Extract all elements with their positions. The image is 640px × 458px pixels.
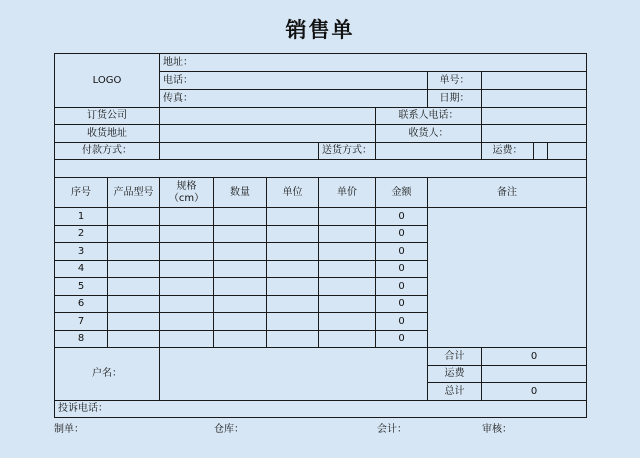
contact-phone-field[interactable] — [481, 107, 587, 125]
fax-label: 传真： — [159, 89, 428, 108]
row-seq: 5 — [54, 277, 108, 296]
row-model-field[interactable] — [107, 312, 160, 331]
info-blank-cell — [547, 142, 587, 160]
row-model-field[interactable] — [107, 207, 160, 226]
row-price-field[interactable] — [318, 295, 376, 313]
order-company-label: 订货公司 — [54, 107, 160, 125]
date-field[interactable] — [481, 89, 587, 108]
row-unit-field[interactable] — [266, 312, 319, 331]
row-qty-field[interactable] — [213, 295, 267, 313]
row-spec-field[interactable] — [159, 312, 214, 331]
summary-freight-field[interactable] — [481, 365, 587, 383]
page-title: 销售单 — [285, 18, 355, 42]
total-label: 合计 — [427, 347, 482, 366]
freight-field[interactable] — [533, 142, 548, 160]
order-no-label: 单号： — [427, 71, 482, 90]
row-qty-field[interactable] — [213, 277, 267, 296]
footer-maker-label: 制单： — [54, 424, 84, 435]
row-unit-field[interactable] — [266, 225, 319, 243]
spacer-row — [54, 159, 587, 178]
row-spec-field[interactable] — [159, 295, 214, 313]
row-price-field[interactable] — [318, 277, 376, 296]
row-amount: 0 — [375, 260, 428, 278]
row-amount: 0 — [375, 312, 428, 331]
delivery-label: 送货方式： — [318, 142, 376, 160]
row-amount: 0 — [375, 330, 428, 348]
row-model-field[interactable] — [107, 260, 160, 278]
row-unit-field[interactable] — [266, 295, 319, 313]
grand-total-label: 总计 — [427, 382, 482, 401]
address-label: 地址： — [159, 53, 587, 72]
row-spec-field[interactable] — [159, 330, 214, 348]
footer-accountant-label: 会计： — [377, 424, 407, 435]
account-name-label: 户名： — [54, 347, 160, 401]
row-model-field[interactable] — [107, 330, 160, 348]
row-amount: 0 — [375, 295, 428, 313]
row-qty-field[interactable] — [213, 312, 267, 331]
row-seq: 3 — [54, 242, 108, 261]
summary-freight-label: 运费 — [427, 365, 482, 383]
row-spec-field[interactable] — [159, 225, 214, 243]
row-price-field[interactable] — [318, 260, 376, 278]
footer-warehouse-label: 仓库： — [214, 424, 244, 435]
freight-label: 运费： — [481, 142, 534, 160]
phone-label: 电话： — [159, 71, 428, 90]
row-seq: 4 — [54, 260, 108, 278]
row-unit-field[interactable] — [266, 242, 319, 261]
row-unit-field[interactable] — [266, 277, 319, 296]
receiver-label: 收货人： — [375, 124, 482, 143]
row-seq: 1 — [54, 207, 108, 226]
header-unit: 单位 — [266, 177, 319, 208]
logo: LOGO — [54, 53, 160, 108]
row-qty-field[interactable] — [213, 225, 267, 243]
order-company-field[interactable] — [159, 107, 376, 125]
ship-address-label: 收货地址 — [54, 124, 160, 143]
header-amount: 金额 — [375, 177, 428, 208]
row-model-field[interactable] — [107, 277, 160, 296]
row-amount: 0 — [375, 242, 428, 261]
row-qty-field[interactable] — [213, 330, 267, 348]
row-price-field[interactable] — [318, 207, 376, 226]
header-spec-unit: （cm） — [168, 192, 205, 204]
row-qty-field[interactable] — [213, 260, 267, 278]
row-seq: 7 — [54, 312, 108, 331]
row-seq: 2 — [54, 225, 108, 243]
header-model: 产品型号 — [107, 177, 160, 208]
row-unit-field[interactable] — [266, 330, 319, 348]
receiver-field[interactable] — [481, 124, 587, 143]
sales-order-form — [54, 53, 586, 417]
row-amount: 0 — [375, 207, 428, 226]
order-no-field[interactable] — [481, 71, 587, 90]
row-model-field[interactable] — [107, 225, 160, 243]
row-spec-field[interactable] — [159, 277, 214, 296]
row-model-field[interactable] — [107, 295, 160, 313]
row-price-field[interactable] — [318, 330, 376, 348]
row-price-field[interactable] — [318, 242, 376, 261]
total-value: 0 — [481, 347, 587, 366]
header-remarks: 备注 — [427, 177, 587, 208]
row-qty-field[interactable] — [213, 207, 267, 226]
row-amount: 0 — [375, 277, 428, 296]
date-label: 日期： — [427, 89, 482, 108]
header-price: 单价 — [318, 177, 376, 208]
row-seq: 6 — [54, 295, 108, 313]
row-unit-field[interactable] — [266, 207, 319, 226]
grand-total-value: 0 — [481, 382, 587, 401]
delivery-field[interactable] — [375, 142, 482, 160]
row-spec-field[interactable] — [159, 242, 214, 261]
account-name-field[interactable] — [159, 347, 428, 401]
footer-reviewer-label: 审核： — [482, 424, 512, 435]
header-seq: 序号 — [54, 177, 108, 208]
complaint-phone-label: 投诉电话： — [54, 400, 587, 418]
row-spec-field[interactable] — [159, 207, 214, 226]
payment-label: 付款方式： — [54, 142, 160, 160]
row-price-field[interactable] — [318, 312, 376, 331]
ship-address-field[interactable] — [159, 124, 376, 143]
row-unit-field[interactable] — [266, 260, 319, 278]
row-spec-field[interactable] — [159, 260, 214, 278]
contact-phone-label: 联系人电话： — [375, 107, 482, 125]
header-spec — [159, 177, 214, 208]
payment-field[interactable] — [159, 142, 319, 160]
row-amount: 0 — [375, 225, 428, 243]
row-model-field[interactable] — [107, 242, 160, 261]
remarks-field[interactable] — [427, 207, 587, 348]
row-qty-field[interactable] — [213, 242, 267, 261]
header-spec-label: 规格 — [176, 181, 197, 192]
row-price-field[interactable] — [318, 225, 376, 243]
header-qty: 数量 — [213, 177, 267, 208]
row-seq: 8 — [54, 330, 108, 348]
